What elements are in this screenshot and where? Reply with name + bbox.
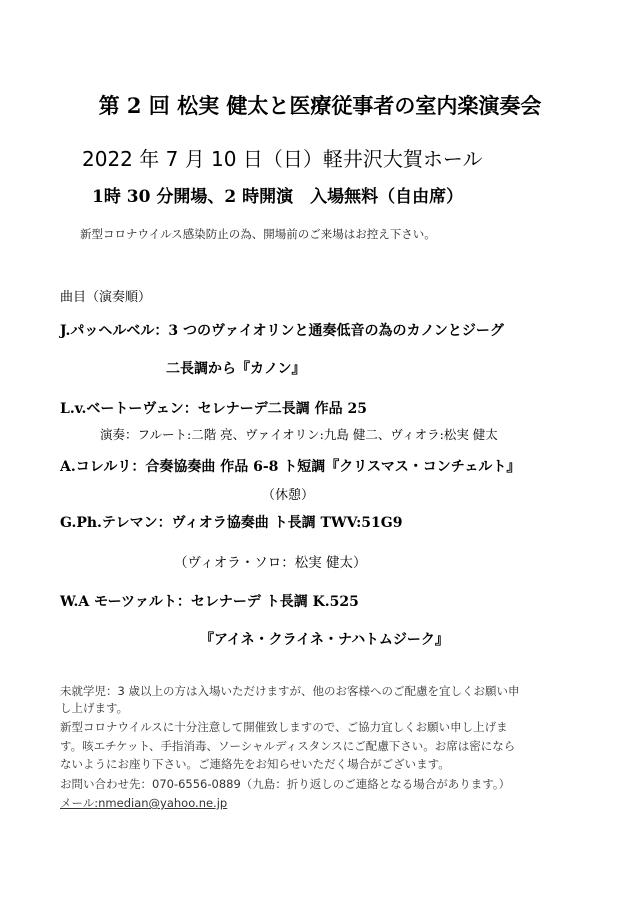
program-item-telemann-soloist: （ヴィオラ・ソロ：松実 健太）: [174, 555, 367, 571]
program-item-pachelbel: J.パッヘルベル：3 つのヴァイオリンと通奏低音の為のカノンとジーグ: [60, 323, 504, 339]
concert-title: 第 2 回 松実 健太と医療従事者の室内楽演奏会: [98, 93, 542, 118]
time-admission: 1時 30 分開場、2 時開演 入場無料（自由席）: [92, 187, 464, 207]
program-item-beethoven-performers: 演奏：フルート:二階 亮、ヴァイオリン:九島 健二、ヴィオラ:松実 健太: [100, 427, 498, 442]
contact-phone: お問い合わせ先：070-6556-0889（九島：折り返しのご連絡となる場合があります。）: [60, 777, 511, 791]
footer-line: 新型コロナウイルスに十分注意して開催致しますので、ご協力宜しくお願い申し上げま: [60, 720, 508, 734]
contact-email: メール:nmedian@yahoo.ne.jp: [60, 796, 228, 810]
program-heading: 曲目（演奏順）: [60, 290, 152, 305]
footer-line: 未就学児：3 歳以上の方は入場いただけますが、他のお客様へのご配慮を宜しくお願い申: [60, 684, 520, 698]
program-item-mozart: W.A モーツァルト：セレナーデ ト長調 K.525: [60, 594, 359, 610]
program-item-corelli: A.コレルリ：合奏協奏曲 作品 6-8 ト短調『クリスマス・コンチェルト』: [60, 459, 521, 475]
footer-line: す。咳エチケット、手指消毒、ソーシャルディスタンスにご配慮下さい。お席は密になら: [60, 739, 516, 753]
program-item-mozart-subtitle: 『アイネ・クライネ・ナハトムジーク』: [200, 632, 449, 648]
intermission-label: （休憩）: [262, 488, 315, 503]
program-item-beethoven: L.v.ベートーヴェン：セレナーデ二長調 作品 25: [60, 401, 367, 417]
program-item-pachelbel-subtitle: 二長調から『カノン』: [166, 361, 306, 377]
footer-line: し上げます。: [60, 701, 129, 715]
footer-line: ないようにお座り下さい。ご連絡先をお知らせいただく場合がございます。: [60, 757, 450, 771]
entry-notice: 新型コロナウイルス感染防止の為、開場前のご来場はお控え下さい。: [80, 227, 436, 241]
program-item-telemann: G.Ph.テレマン：ヴィオラ協奏曲 ト長調 TWV:51G9: [60, 515, 403, 531]
date-venue: 2022 年 7 月 10 日（日）軽井沢大賀ホール: [82, 147, 483, 171]
